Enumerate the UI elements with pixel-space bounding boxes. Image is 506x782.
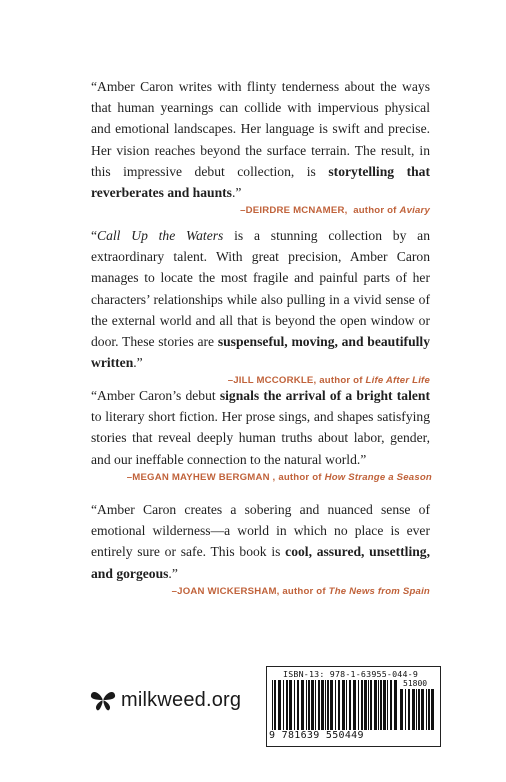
book-title: Life After Life xyxy=(365,375,430,387)
blurb-text: “Amber Caron’s debut signals the arrival of a bright talent to literary short fiction. Her prose sings, and shapes satisfying stories that reveal deeply human truths about labor, gender, and our ineffable connection to the natural world.” xyxy=(91,388,430,467)
blurb-attribution: –MEGAN MAYHEW BERGMAN , author of How Strange a Season xyxy=(126,471,432,483)
butterfly-icon xyxy=(90,687,116,713)
publisher-logo xyxy=(90,687,241,713)
blurb-mcnamer xyxy=(91,76,430,218)
price-barcode-bars xyxy=(400,680,434,730)
book-title: Aviary xyxy=(399,205,430,217)
blurb-wickersham xyxy=(91,499,430,599)
price-code: 51800 xyxy=(403,679,428,688)
blurb-attribution: –JOAN WICKERSHAM, author of The News from Spain xyxy=(171,585,430,597)
isbn-label: ISBN-13: 978-1-63955-044-9 xyxy=(283,669,419,679)
blurb-mccorkle xyxy=(91,225,430,388)
book-title: The News from Spain xyxy=(328,585,430,597)
collection-title: Call Up the Waters xyxy=(97,228,224,243)
blurb-attribution: –DEIRDRE MCNAMER, author of Aviary xyxy=(240,205,430,217)
isbn-barcode xyxy=(266,666,441,747)
book-title: How Strange a Season xyxy=(324,471,432,483)
ean-number: 9 781639 550449 xyxy=(269,730,364,741)
blurb-highlight: suspenseful, moving, and beautifully written xyxy=(91,334,430,371)
blurb-bergman xyxy=(91,385,430,485)
blurb-highlight: cool, assured, unsettling, and gorgeous xyxy=(91,544,430,581)
publisher-url[interactable]: milkweed.org xyxy=(121,688,242,711)
blurb-highlight: signals the arrival of a bright talent xyxy=(219,388,430,403)
blurb-text: “Amber Caron creates a sobering and nuanced sense of emotional wilderness—a world in which no place is ever entirely sure or safe. This book is cool, assured, unsettling, and gorgeous.” xyxy=(91,502,430,581)
barcode-bars xyxy=(272,680,398,730)
blurb-text: “Amber Caron writes with flinty tenderness about the ways that human yearnings can collide with impervious physical and emotional landscapes. Her language is swift and precise. Her vision reaches beyond the surface terrain. The result, in this impressive debut collection, is storytelling that reverberates and haunts.” xyxy=(91,79,430,201)
blurb-text: “Call Up the Waters is a stunning collection by an extraordinary talent. With great precision, Amber Caron manages to locate the most fragile and painful parts of her characters’ relationships while also pulling in a vivid sense of the external world and all that is beyond the open window or door. These stories are suspenseful, moving, and beautifully written.” xyxy=(91,228,430,371)
blurb-highlight: storytelling that reverberates and haunts xyxy=(91,163,430,201)
blurb-attribution: –JILL MCCORKLE, author of Life After Life xyxy=(227,375,430,387)
